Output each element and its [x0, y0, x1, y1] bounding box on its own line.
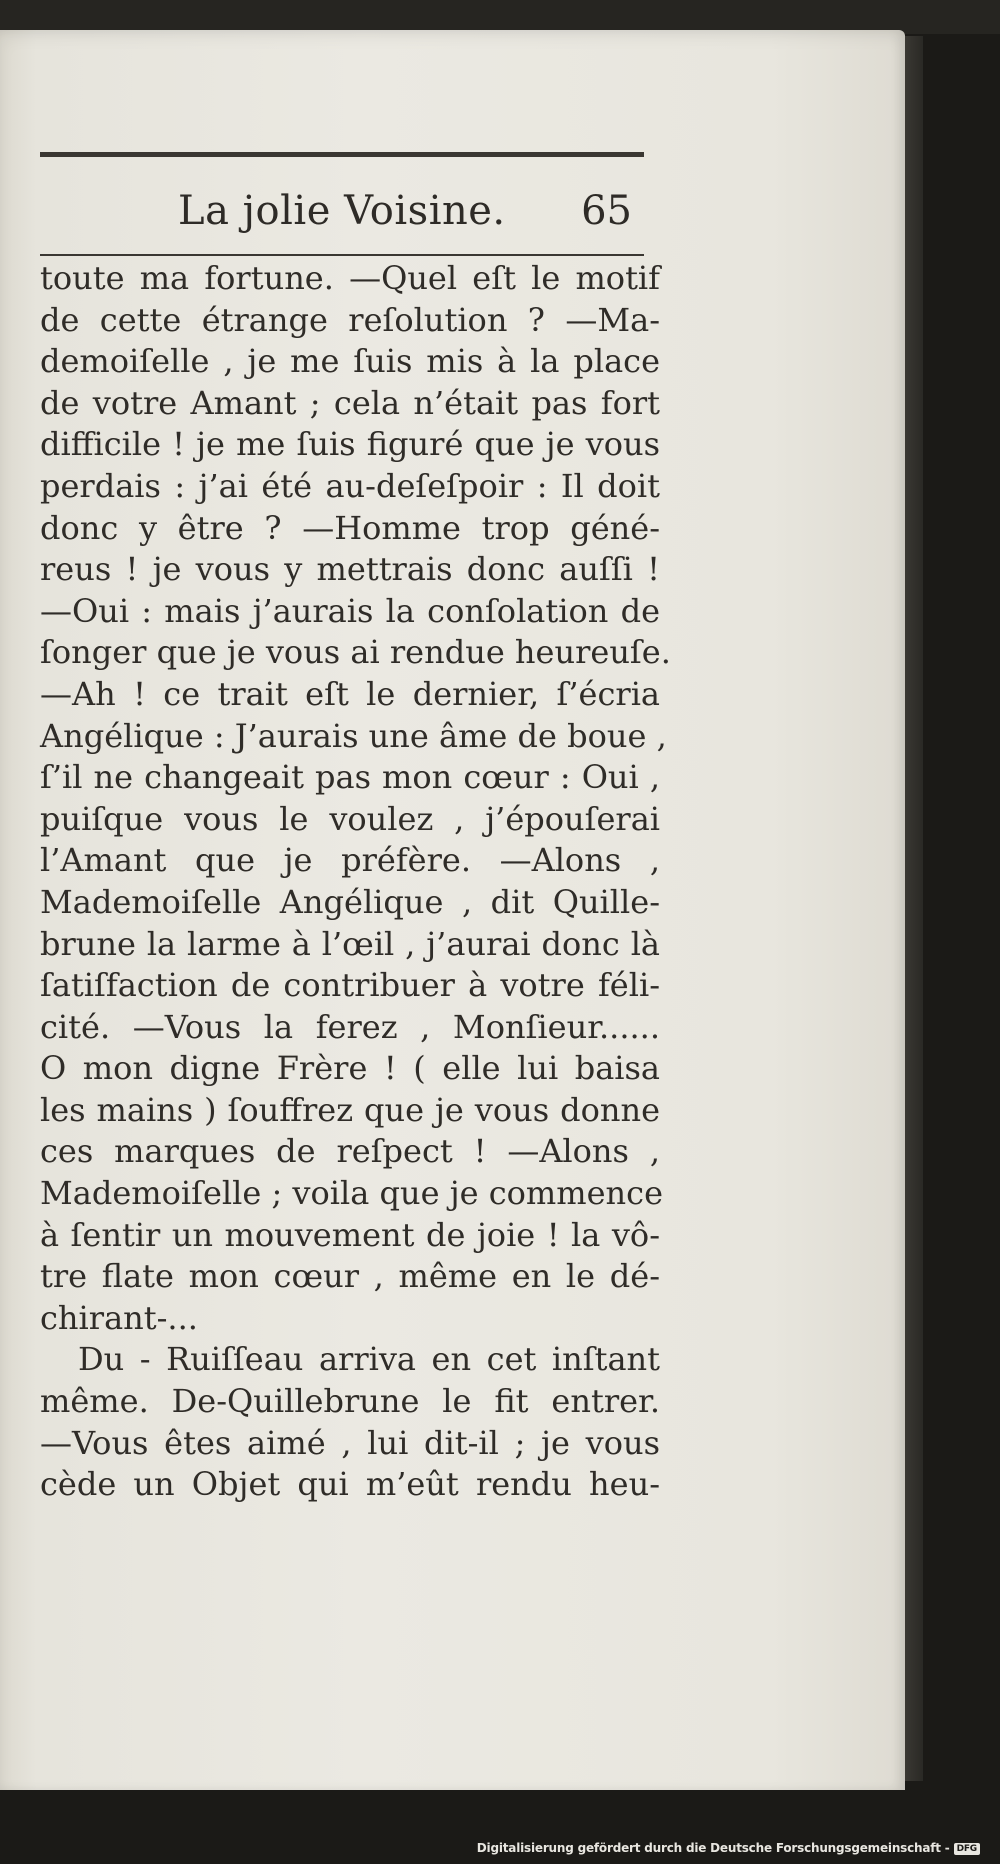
- text-line: chirant-...: [40, 1298, 198, 1337]
- scan-background-top: [0, 0, 1000, 34]
- text-line: de votre Amant ; cela n’était pas fort: [40, 383, 660, 422]
- text-line: même. De-Quillebrune le fit entrer.: [40, 1382, 660, 1421]
- page-number: 65: [581, 188, 632, 234]
- text-line: reus ! je vous y mettrais donc auſſi !: [40, 550, 660, 589]
- text-line: de cette étrange reſolution ? —Ma-: [40, 300, 660, 339]
- text-line: O mon digne Frère ! ( elle lui baisa: [40, 1049, 660, 1088]
- text-line: ſatiſfaction de contribuer à votre féli-: [40, 966, 660, 1005]
- running-title: La jolie Voisine.: [178, 188, 506, 234]
- text-line: les mains ) ſouffrez que je vous donne: [40, 1090, 660, 1129]
- header-rule-top: [40, 152, 644, 157]
- text-line: Mademoiſelle ; voila que je commence: [40, 1174, 663, 1213]
- page-edge-shadow: [905, 36, 923, 1781]
- text-line: difficile ! je me ſuis figuré que je vous: [40, 425, 660, 464]
- text-line: Mademoiſelle Angélique , dit Quille-: [40, 882, 660, 921]
- text-line: demoiſelle , je me ſuis mis à la place: [40, 342, 660, 381]
- text-line: brune la larme à l’œil , j’aurai donc là: [40, 924, 660, 963]
- body-text: [40, 258, 671, 1506]
- text-line: ſ’il ne changeait pas mon cœur : Oui ,: [40, 758, 660, 797]
- text-line: —Vous êtes aimé , lui dit-il ; je vous: [40, 1423, 660, 1462]
- text-line: donc y être ? —Homme trop géné-: [40, 508, 660, 547]
- text-line: —Ah ! ce trait eſt le dernier, ſ’écria: [40, 674, 660, 713]
- header-rule-bottom: [40, 254, 644, 256]
- digitization-credit: [477, 1841, 980, 1855]
- text-line: à ſentir un mouvement de joie ! la vô-: [40, 1215, 660, 1254]
- text-line: tre flate mon cœur , même en le dé-: [40, 1257, 660, 1296]
- text-line: l’Amant que je préfère. —Alons ,: [40, 841, 660, 880]
- text-line: ces marques de reſpect ! —Alons ,: [40, 1132, 660, 1171]
- text-line: toute ma fortune. —Quel eſt le motif: [40, 259, 660, 297]
- text-line-paragraph-start: Du - Ruiſſeau arriva en cet inſtant: [78, 1340, 660, 1379]
- text-line: ſonger que je vous ai rendue heureuſe.: [40, 633, 671, 672]
- text-line: cède un Objet qui m’eût rendu heu-: [40, 1465, 660, 1504]
- text-line: Angélique : J’aurais une âme de boue ,: [40, 716, 667, 755]
- text-line: puiſque vous le voulez , j’épouſerai: [40, 799, 660, 838]
- page-header: [40, 188, 644, 248]
- credit-text: Digitalisierung gefördert durch die Deutsche Forschungsgemeinschaft -: [476, 1841, 950, 1855]
- text-line: cité. —Vous la ferez , Monſieur......: [40, 1007, 660, 1046]
- text-line: —Oui : mais j’aurais la conſolation de: [40, 591, 660, 630]
- dfg-logo: DFG: [954, 1843, 980, 1855]
- text-line: perdais : j’ai été au-deſeſpoir : Il doit: [40, 466, 660, 505]
